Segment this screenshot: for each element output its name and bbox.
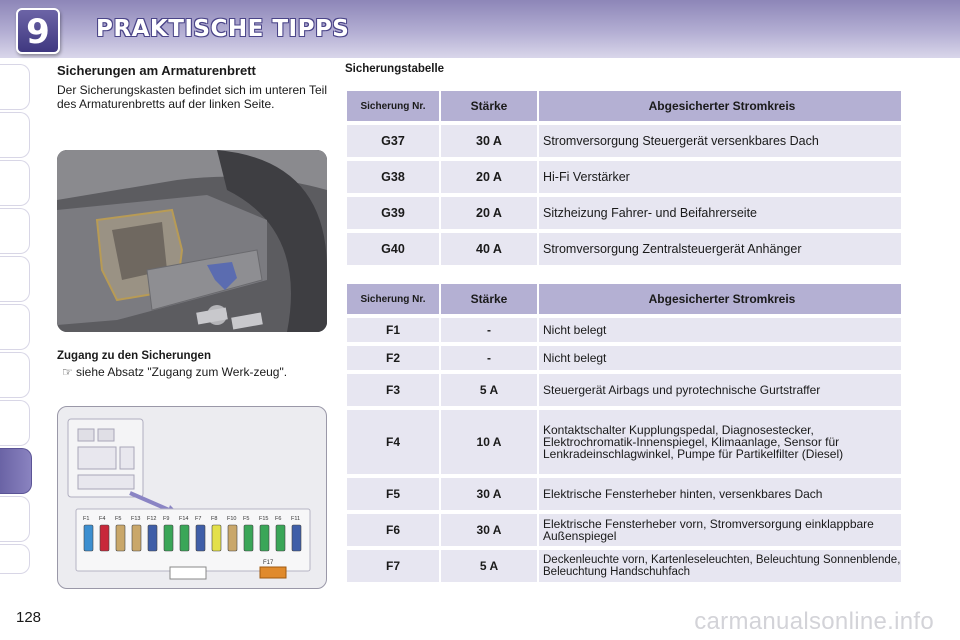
fuse-amperage: 10 A (441, 410, 537, 474)
fuse-slot-label: F5 (243, 516, 250, 522)
table-header-row (347, 91, 901, 121)
table-row (347, 197, 901, 229)
fuse-slot-label: F5 (115, 516, 122, 522)
fuse-slot (292, 525, 301, 551)
dashboard-drawing (57, 150, 327, 332)
fuse-circuit: Sitzheizung Fahrer- und Beifahrerseite (539, 197, 901, 229)
fuse-slot (276, 525, 285, 551)
fuse-slot (148, 525, 157, 551)
fuse-slot (260, 525, 269, 551)
fuse-slot (132, 525, 141, 551)
fuse-slot (164, 525, 173, 551)
fuse-slot (116, 525, 125, 551)
fuse-slot-label: F14 (179, 516, 189, 522)
table-row (347, 478, 901, 510)
fuse-circuit: Stromversorgung Zentralsteuergerät Anhänger (539, 233, 901, 265)
fuse-number: G38 (347, 161, 439, 193)
fuse-circuit: Steuergerät Airbags und pyrotechnische Gurtstraffer (539, 374, 901, 406)
fuse-number: F4 (347, 410, 439, 474)
chapter-tabs (0, 64, 32, 576)
table-row (347, 233, 901, 265)
fuse-slot-label: F8 (211, 516, 218, 522)
table-header-row (347, 284, 901, 314)
fuse-amperage: 40 A (441, 233, 537, 265)
section-title: Sicherungen am Armaturenbrett (57, 63, 256, 78)
fuse-circuit: Nicht belegt (539, 346, 901, 370)
access-title: Zugang zu den Sicherungen (57, 350, 211, 362)
chapter-tab[interactable] (0, 400, 30, 446)
fuse-slot-label: F12 (147, 516, 157, 522)
fuse-slot-label: F6 (275, 516, 282, 522)
fuse-slot-label: F1 (83, 516, 90, 522)
fuse-slot (196, 525, 205, 551)
fuse-amperage: 30 A (441, 514, 537, 546)
fuse-number: F3 (347, 374, 439, 406)
fuse-slot (100, 525, 109, 551)
chapter-tab-active[interactable] (0, 448, 32, 494)
spare-fuse-label: F17 (263, 560, 274, 566)
fuse-amperage: 5 A (441, 550, 537, 582)
table-caption: Sicherungstabelle (345, 63, 445, 75)
fuse-number: G39 (347, 197, 439, 229)
fuse-circuit: Elektrische Fensterheber hinten, versenkbares Dach (539, 478, 901, 510)
fuse-circuit: Kontaktschalter Kupplungspedal, Diagnosestecker, Elektrochromatik-Innenspiegel, Klimaanlage, Sensor für Lenkradeinschlagwinkel, Pumpe für Partikelfilter (Diesel) (539, 410, 901, 474)
dashboard-illustration (57, 150, 327, 332)
fuse-slot-label: F4 (99, 516, 106, 522)
fuse-amperage: 20 A (441, 197, 537, 229)
fuse-circuit: Deckenleuchte vorn, Kartenleseleuchten, Beleuchtung Sonnenblende, Beleuchtung Handschuhfach (539, 550, 901, 582)
table-row (347, 161, 901, 193)
fuse-slot (244, 525, 253, 551)
chapter-tab[interactable] (0, 304, 30, 350)
table-row (347, 374, 901, 406)
fuse-number: F7 (347, 550, 439, 582)
fuse-slot (212, 525, 221, 551)
fusebox-illustration (57, 406, 327, 589)
fuse-amperage: 30 A (441, 478, 537, 510)
fuse-number: G40 (347, 233, 439, 265)
fuse-slot (84, 525, 93, 551)
chapter-tab[interactable] (0, 112, 30, 158)
page-title: PRAKTISCHE TIPPS (96, 16, 350, 42)
header-amperage: Stärke (441, 91, 537, 121)
fuse-slot-label: F10 (227, 516, 237, 522)
header-fuse-number: Sicherung Nr. (347, 284, 439, 314)
chapter-tab[interactable] (0, 496, 30, 542)
fusebox-drawing (58, 407, 327, 589)
fuse-slot-label: F15 (259, 516, 269, 522)
fuse-circuit: Elektrische Fensterheber vorn, Stromversorgung einklappbare Außenspiegel (539, 514, 901, 546)
header-circuit: Abgesicherter Stromkreis (539, 91, 901, 121)
fuse-slot-label: F7 (195, 516, 202, 522)
table-row (347, 125, 901, 157)
fuse-amperage: 20 A (441, 161, 537, 193)
table-row (347, 550, 901, 582)
fuse-number: F5 (347, 478, 439, 510)
fuse-circuit: Nicht belegt (539, 318, 901, 342)
watermark: carmanualsonline.info (694, 608, 934, 635)
fuse-circuit: Stromversorgung Steuergerät versenkbares Dach (539, 125, 901, 157)
fuse-number: F6 (347, 514, 439, 546)
chapter-tab[interactable] (0, 208, 30, 254)
fuse-amperage: 5 A (441, 374, 537, 406)
header-fuse-number: Sicherung Nr. (347, 91, 439, 121)
chapter-number: 9 (26, 12, 50, 52)
fuse-slot (228, 525, 237, 551)
fuse-circuit: Hi-Fi Verstärker (539, 161, 901, 193)
chapter-tab[interactable] (0, 256, 30, 302)
fuse-slot (180, 525, 189, 551)
table-row (347, 514, 901, 546)
fuse-number: F2 (347, 346, 439, 370)
intro-text: Der Sicherungskasten befindet sich im unteren Teil des Armaturenbretts auf der linken Seite. (57, 83, 327, 111)
fuse-amperage: - (441, 346, 537, 370)
header-circuit: Abgesicherter Stromkreis (539, 284, 901, 314)
fuse-number: G37 (347, 125, 439, 157)
table-row (347, 318, 901, 342)
chapter-badge (16, 8, 60, 54)
fuse-amperage: 30 A (441, 125, 537, 157)
chapter-tab[interactable] (0, 544, 30, 574)
pointer-hand-icon: ☞ (62, 365, 73, 379)
chapter-tab[interactable] (0, 64, 30, 110)
fuse-number: F1 (347, 318, 439, 342)
access-text-body: siehe Absatz "Zugang zum Werk-zeug". (76, 365, 288, 379)
fuse-table-f (345, 280, 903, 586)
header-amperage: Stärke (441, 284, 537, 314)
table-row (347, 346, 901, 370)
fuse-slot-label: F9 (163, 516, 170, 522)
page-number: 128 (16, 609, 42, 626)
chapter-tab[interactable] (0, 160, 30, 206)
fuse-amperage: - (441, 318, 537, 342)
fuse-table-g (345, 87, 903, 269)
access-text (62, 365, 327, 379)
chapter-tab[interactable] (0, 352, 30, 398)
fuse-slot-label: F13 (131, 516, 141, 522)
table-row (347, 410, 901, 474)
fuse-slot-label: F11 (291, 516, 301, 522)
